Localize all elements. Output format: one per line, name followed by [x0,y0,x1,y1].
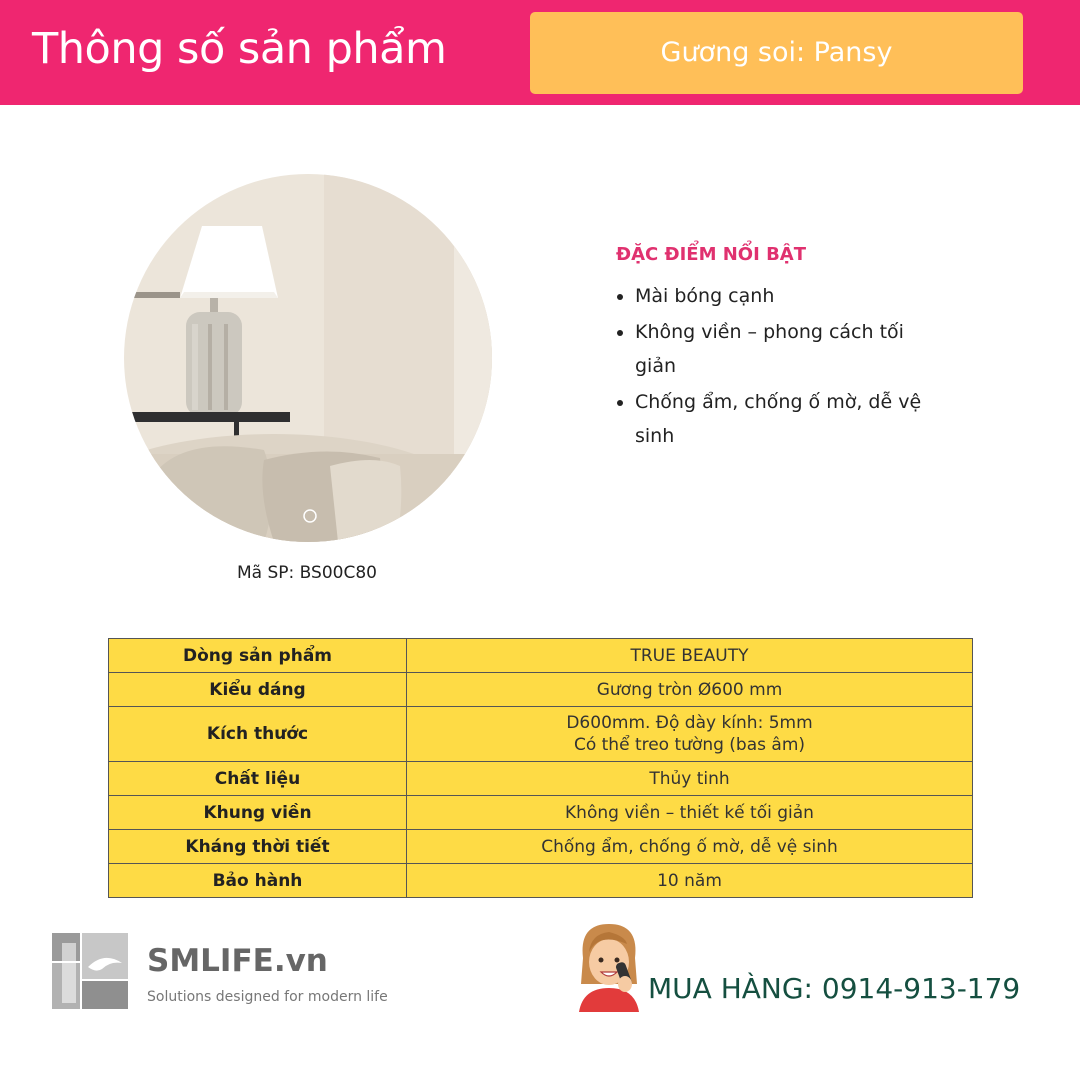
product-code: Mã SP: BS00C80 [237,563,377,583]
spec-value-multiline [407,707,973,762]
spec-label: Kháng thời tiết [109,830,407,864]
product-name-badge [530,12,1023,94]
spec-value: Có thể treo tường (bas âm) [573,735,806,755]
spec-label: Chất liệu [109,762,407,796]
page-title: Thông số sản phẩm [32,24,447,74]
table-row [109,673,973,707]
sales-agent-avatar [575,922,643,1012]
spec-value: D600mm. Độ dày kính: 5mm [566,713,813,733]
feature-item: • Không viền – phong cách tối giản [635,315,936,383]
product-name-label: Gương soi: Pansy [660,37,893,68]
spec-label: Kiểu dáng [109,673,407,707]
spec-value: Gương tròn Ø600 mm [407,673,973,707]
brand-tagline: Solutions designed for modern life [147,989,388,1005]
table-row [109,864,973,898]
spec-value: TRUE BEAUTY [407,639,973,673]
spec-table [108,638,973,898]
table-row [109,762,973,796]
spec-value: Chống ẩm, chống ố mờ, dễ vệ sinh [407,830,973,864]
spec-value: Thủy tinh [407,762,973,796]
spec-label: Dòng sản phẩm [109,639,407,673]
smlife-logo-icon [52,933,128,1009]
contact-hotline[interactable]: MUA HÀNG: 0914-913-179 [648,972,1021,1005]
table-row [109,639,973,673]
feature-item: • Chống ẩm, chống ố mờ, dễ vệ sinh [635,385,936,453]
spec-label: Khung viền [109,796,407,830]
spec-value: 10 năm [407,864,973,898]
mirror-scene-illustration [124,174,492,542]
feature-item: • Mài bóng cạnh [635,279,936,313]
product-image [124,174,492,542]
header-bar [0,0,1080,105]
feature-title: ĐẶC ĐIỂM NỔI BẬT [616,244,807,265]
brand-logo [52,933,412,1013]
spec-label: Bảo hành [109,864,407,898]
table-row [109,707,973,762]
spec-label: Kích thước [109,707,407,762]
table-row [109,830,973,864]
feature-list [616,244,936,455]
spec-value: Không viền – thiết kế tối giản [407,796,973,830]
table-row [109,796,973,830]
brand-name: SMLIFE.vn [147,943,328,979]
agent-with-phone-icon [575,922,643,1012]
